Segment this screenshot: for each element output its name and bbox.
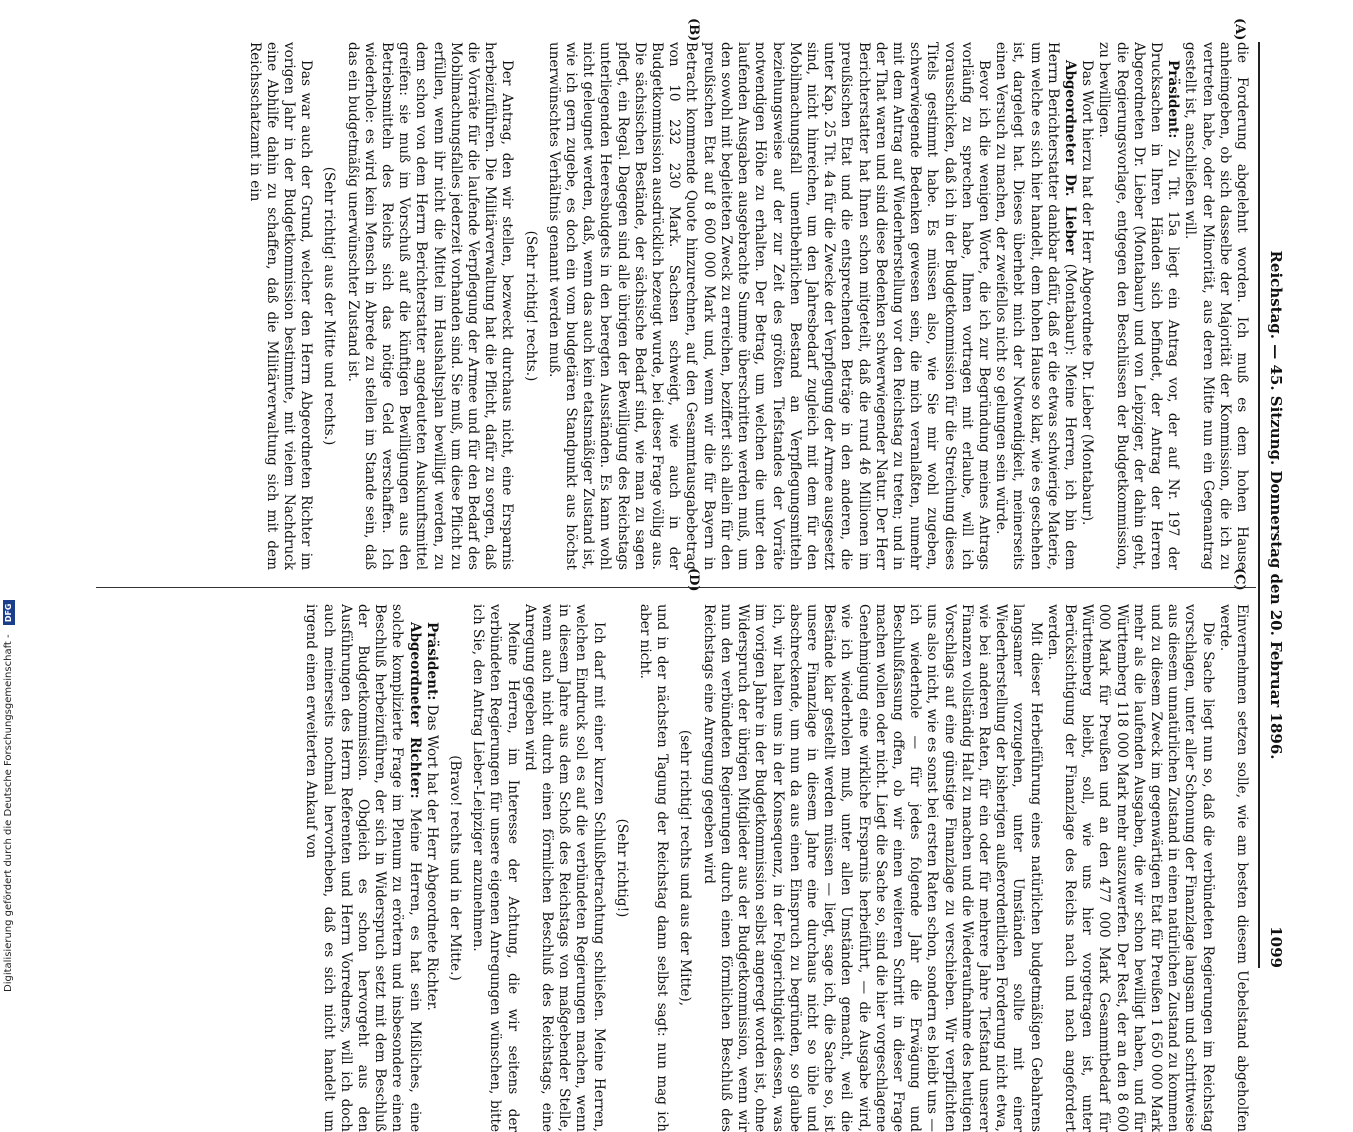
scanned-page <box>80 18 1290 1132</box>
interjection: (Sehr richtig! rechts.) <box>522 230 539 382</box>
digitization-credit-text: Digitalisierung gefördert durch die Deutsche Forschungsgemeinschaft - <box>3 634 14 992</box>
paragraph: Einvernehmen setzen solle, wie am besten diesem Uebelstand abgeholfen werde. <box>1216 604 1250 1132</box>
paragraph: die Forderung abgelehnt worden. Ich muß es dem hohen Hause anheimgeben, ob sich dasselbe der Majorität der Kommission, die ich zu vertreten habe, oder der Minorität, aus deren Mitte nun ein Gegenantrag gestellt ist, anschließen will. <box>1182 42 1250 570</box>
paragraph: Bevor ich die wenigen Worte, die ich zur Begründung meines Antrags vorläufig zu sprechen habe, Ihnen vortragen mit erlaube, will ich vorausschicken, daß ich in der Budgetkommission für die Streichung dieses Titels gestimmt habe. Es müssen also, wie Sie mir wohl zugeben, schwerwiegende Bedenken gewesen sein, die mich veranlaßten, numehr mit dem Antrag auf Wiederherstellung vor den Reichstag zu treten; und in der That waren und sind diese Bedenken schwerwiegender Natur. Der Herr Berichterstatter hat Ihnen schon mitgeteilt, daß die rund 46 Millionen im preußischen Etat und die entsprechenden Beträge in den anderen, die unter Kap. 25 Tit. 4a für die Zwecke der Verpflegung der Armee ausgesetzt sind, nicht hinreichen, um den Jahresbedarf zugleich mit dem für den Mobilmachungsfall unentbehrlichen Bestand an Verpflegungsmitteln beziehungsweise auf der zur Zeit des größten Tiefstandes der Vorräte notwendigen Höhe zu erhalten. Der Betrag, um welchen die unter den laufenden Ausgaben ausgebrachte Summe überschritten werden muß, um den sowohl mit begleiteten Zweck zu erreichen, beziffert sich allein für den preußischen Etat auf 8 600 000 Mark und, wenn wir die für Bayern in Betracht kommende Quote hinzurechnen, auf den Gesammtausgabebetrag von 10 232 230 Mark. Sachsen schweigt, wie auch in der Budgetkommission ausdrücklich bezeugt wurde, bei dieser Frage völlig aus. Die sächsischen Bestände, der sächsische Bedarf sind, wie man zu sagen pflegt, ein Regal. Dagegen sind alle übrigen der Bewilligung des Reichstags unterliegenden Heeresbudgets in den beregten Ausständen. Es kann wohl nicht geleugnet werden, daß, wenn das auch kein etatsmäßiger Zustand ist, wie ich gern zugebe, es doch ein vom budgetären Standpunkt aus höchst unerwünschtes Verhältnis genannt werden muß. <box>545 42 992 570</box>
page-number: 1099 <box>1267 926 1285 968</box>
interjection: (Sehr richtig! aus der Mitte und rechts.) <box>321 166 338 446</box>
header-rule <box>1258 42 1260 968</box>
paragraph: Abgeordneter Richter: Meine Herren, es hat sein Mißliches, eine solche komplizierte Frage im Plenum zu erörtern und insbesondere einen Beschluß herbeizuführen, der sich in Widerspruch setzt mit dem Beschluß der Budgetkommission. Obgleich es schon hervorgeht aus den Ausführungen des Herrn Referenten und Herrn Vorredners, will ich doch auch meinerseits nochmal hervorheben, daß es sich nicht handelt um irgend einen erweiterten Ankauf von <box>303 604 423 1132</box>
margin-mark-d: (D) <box>686 568 701 592</box>
interjection: (sehr richtig! rechts und aus der Mitte), <box>677 729 694 1007</box>
paragraph: Die Sache liegt nun so, daß die verbündeten Regierungen im Reichstag vorschlagen, unter aller Schonung der Finanzlage langsam und schrittweise aus diesem unnatürlichen Zustand in einen natürlichen Zustand zu kommen und zu diesem Zweck im gegenwärtigen Etat für Preußen 1 650 000 Mark mehr als die laufenden Ausgaben, die wir schon bewilligt haben, und für Württemberg 118 000 Mark mehr auszuwerfen. Der Rest, der an den 8 600 000 Mark für Preußen und an den 477 000 Mark Gesammtbedarf für Württemberg bleibt, soll, wie uns hier vorgetragen ist, unter Berücksichtigung der Finanzlage des Reichs nach und nach angefordert werden. <box>1044 604 1216 1132</box>
paragraph: Das war auch der Grund, welcher den Herrn Abgeordneten Richter im vorigen Jahr in der Budgetkommission bestimmte, mit vielem Nachdruck eine Abhilfe dahin zu schaffen, daß die Militärverwaltung sich mit dem Reichsschatzamt in ein <box>246 42 315 570</box>
column-divider <box>96 587 1256 588</box>
paragraph: Abgeordneter Dr. Lieber (Montabaur): Meine Herren, ich bin dem Herrn Berichterstatter dankbar dafür, daß er die etwas schwierige Materie, um welche es sich hier handelt, dem hohen Hause so klar, wie es geschehen ist, dargelegt hat. Dieses überhebt mich der Notwendigkeit, meinerseits einen Versuch zu machen, der zweifellos nicht so gelungen sein würde. <box>993 42 1078 570</box>
speaker-name: Abgeordneter Dr. Lieber <box>1061 60 1078 255</box>
paragraph: Präsident: Zu Tit. 15a liegt ein Antrag vor, der auf Nr. 197 der Drucksachen in Ihren Händen sich befindet, der Antrag der Herren Abgeordneten Dr. Lieber (Montabaur) und von Leipziger, der dahin geht, die Regierungsvorlage, entgegen den Beschlüssen der Budgetkommission, zu bewilligen. <box>1096 42 1182 570</box>
paragraph: Das Wort hierzu hat der Herr Abgeordnete Dr. Lieber (Montabaur). <box>1079 60 1096 526</box>
interjection: (Sehr richtig!) <box>613 818 630 918</box>
left-column <box>100 42 1250 570</box>
dfg-logo: DFG <box>3 601 15 626</box>
paragraph: und in der nächsten Tagung der Reichstag dann selbst sagt: nun mag ich aber nicht. <box>637 604 671 1132</box>
interjection: (Bravo! rechts und in der Mitte.) <box>447 755 464 981</box>
paragraph: Meine Herren, im Interesse der Achtung, die wir seitens der verbündeten Regierungen für unsere eigenen Anregungen wünschen, bitte ich Sie, den Antrag Lieber-Leipziger anzunehmen. <box>470 604 521 1132</box>
paragraph: Ich darf mit einer kurzen Schlußbetrachtung schließen. Meine Herren, welchen Eindruck soll es auf die verbündeten Regierungen machen, wenn in diesem Jahre aus dem Schoß des Reichstags von maßgebender Stelle, wenn auch nicht durch einen förmlichen Beschluß des Reichstags, eine Anregung gegeben wird <box>521 604 607 1132</box>
margin-mark-c: (C) <box>1232 568 1247 591</box>
page-header <box>1260 42 1284 968</box>
digitization-credit <box>0 0 18 1000</box>
margin-mark-a: (A) <box>1232 18 1247 41</box>
speaker-name: Präsident: <box>1165 60 1182 139</box>
speaker-name: Präsident: <box>423 622 440 701</box>
right-column <box>100 604 1250 1132</box>
margin-mark-b: (B) <box>686 18 701 42</box>
side-note <box>0 0 18 1000</box>
speaker-name: Abgeordneter Richter: <box>406 622 423 799</box>
paragraph: Mit dieser Herbeiführung eines natürlichen budgetmäßigen Gebahrens langsamer vorzugehen, unter Umständen sollte mit einer Wiederherstellung der bisherigen außerordentlichen Forderung nicht etwa, wie bei anderen Raten, für ein oder für mehrere Jahre Tiefstand unserer Finanzen vollständig Halt zu machen und die Wiederaufnahme des heutigen Vorschlags auf eine günstige Finanzlage zu verschieben. Wir verpflichten uns also nicht, wie es sonst bei ersten Raten schon, sondern es bleibt uns — ich wiederhole — für jedes folgende Jahr die Erwägung und Beschlußfassung offen, ob wir einen weiteren Schritt in dieser Frage machen wollen oder nicht. Liegt die Sache so, sind die hier vorgeschlagene Genehmigung eine wirkliche Ersparnis herbeiführt, — die Ausgabe wird, wie ich wiederholen muß, unter allen Umständen gemacht, weil die Bestände klar gestellt werden müssen — liegt, sage ich, die Sache so, ist unsere Finanzlage in diesem Jahre eine durchaus nicht so üble und abschreckende, um nun da aus einen Einspruch zu begründen, so glaube ich, wir halten uns in der Konsequenz, in der Folgerichtigkeit dessen, was im vorigen Jahre in der Budgetkommission selbst angeregt worden ist, ohne Widerspruch der übrigen Mitglieder aus der Budgetkommission, wenn wir nun den verbündeten Regierungen durch einen förmlichen Beschluß des Reichstags eine Anregung gegeben wird <box>700 604 1044 1132</box>
paragraph: Der Antrag, den wir stellen, bezweckt durchaus nicht, eine Ersparnis herbeizuführen. Die Militärverwaltung hat die Pflicht, dafür zu sorgen, daß die Vorräte für die laufende Verpflegung der Armee und für den Bedarf des Mobilmachungsfalles jederzeit vorhanden sind. Sie muß, um diese Pflicht zu erfüllen, wenn ihr nicht die Mittel im Haushaltsplan bewilligt werden, zu dem schon von dem Herrn Berichterstatter angedeuteten Auskunftsmittel greifen: sie muß im Vorschuß auf die künftigen Bewilligungen aus den Betriebsmitteln des Reichs sich das nötige Geld verschaffen. Ich wiederhole: es wird kein Mensch in Abrede zu stellen im Stande sein, daß das ein budgetmäßig unerwünschter Zustand ist. <box>344 42 516 570</box>
paragraph: Präsident: Das Wort hat der Herr Abgeordnete Richter. <box>423 622 440 1011</box>
page-title: Reichstag. — 45. Sitzung. Donnerstag den 20. Februar 1896. <box>1267 250 1285 760</box>
